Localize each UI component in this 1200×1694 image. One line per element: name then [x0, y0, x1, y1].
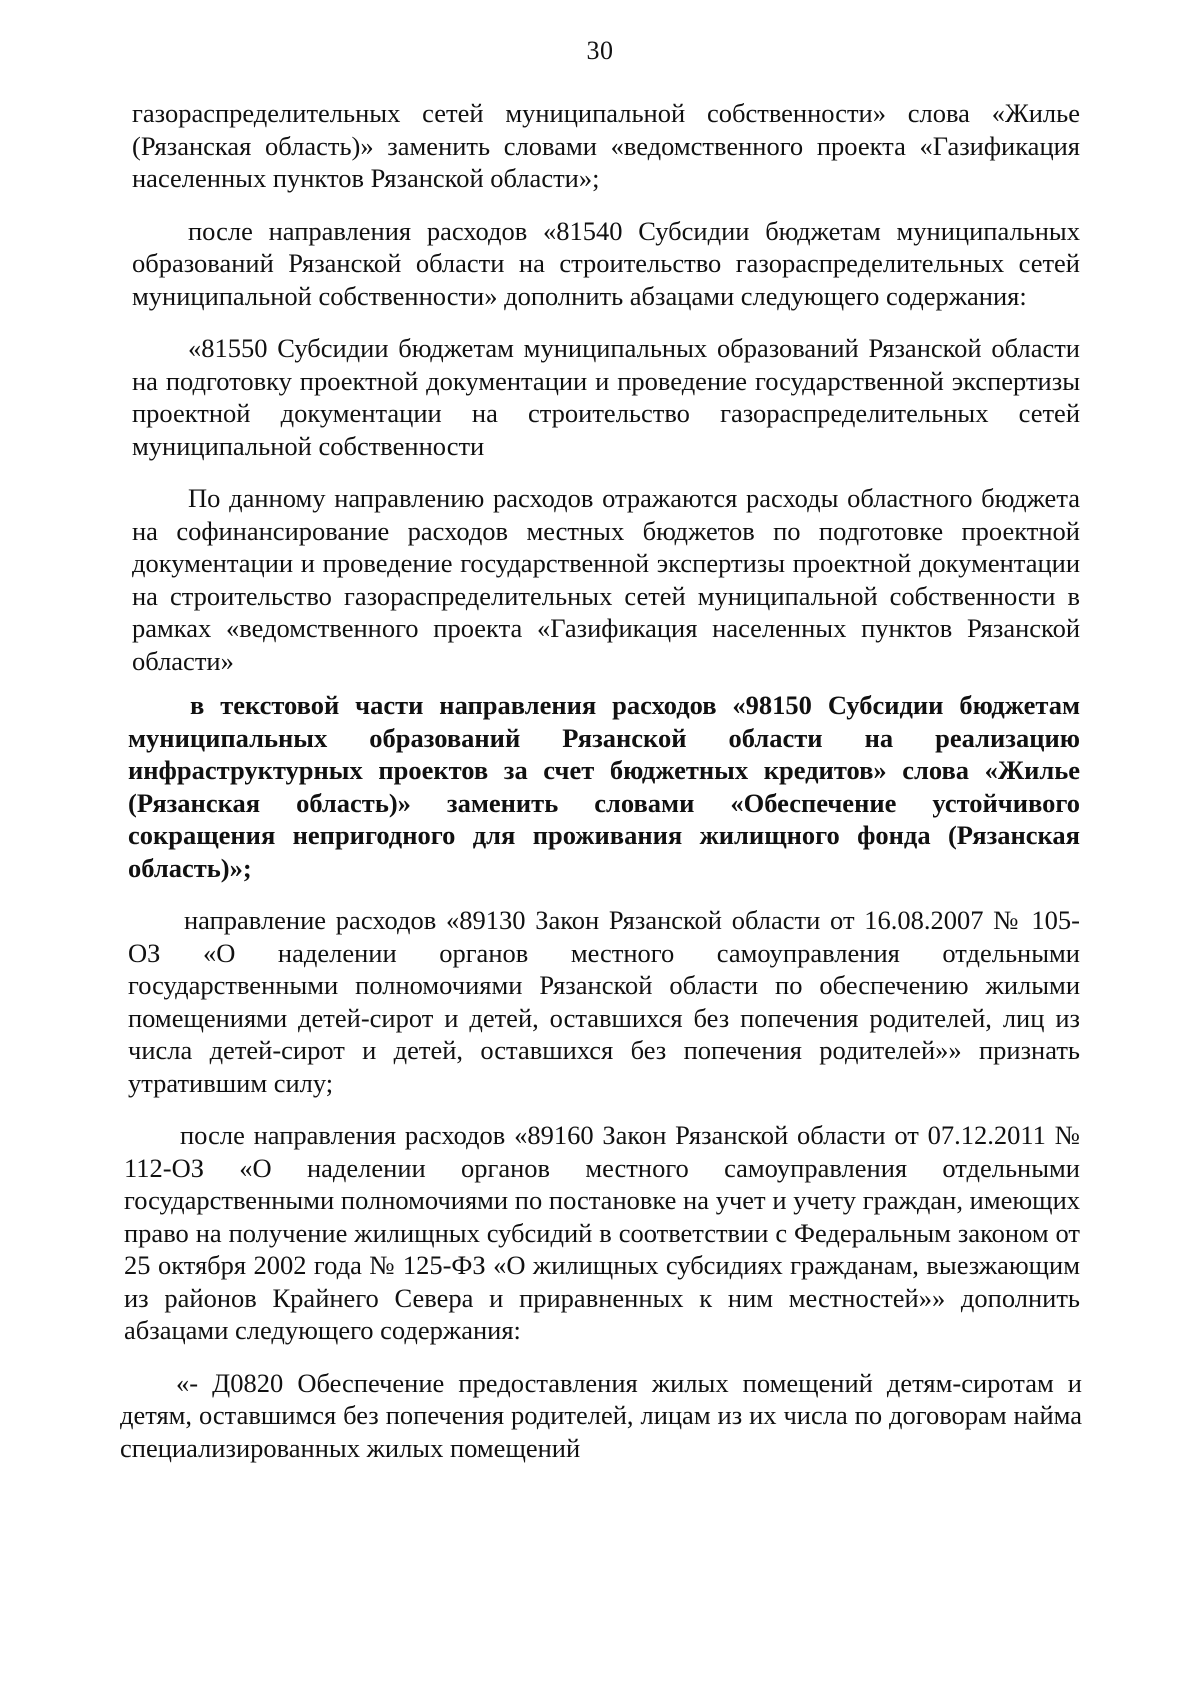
paragraph-7: после направления расходов «89160 Закон Рязанской области от 07.12.2011 № 112-ОЗ «О наделении органов местного самоуправления отдельными государственными полномочиями по постановке на учет и учету граждан, имеющих право на получение жилищных субсидий в соответствии с Федеральным законом от 25 октября 2002 года № 125-ФЗ «О жилищных субсидиях гражданам, выезжающим из районов Крайнего Севера и приравненных к ним местностей»» дополнить абзацами следующего содержания:: [124, 1120, 1080, 1345]
page-number: 30: [586, 36, 614, 65]
paragraph-5: в текстовой части направления расходов «98150 Субсидии бюджетам муниципальных образований Рязанской области на реализацию инфраструктурных проектов за счет бюджетных кредитов» слова «Жилье (Рязанская область)» заменить словами «Обеспечение устойчивого сокращения непригодного для проживания жилищного фонда (Рязанская область)»;: [128, 690, 1080, 883]
paragraph-3: «81550 Субсидии бюджетам муниципальных образований Рязанской области на подготовку проектной документации и проведение государственной экспертизы проектной документации на строительство газораспределительных сетей муниципальной собственности: [132, 333, 1080, 461]
paragraph-4: По данному направлению расходов отражаются расходы областного бюджета на софинансирование расходов местных бюджетов по подготовке проектной документации и проведение государственной экспертизы проектной документации на строительство газораспределительных сетей муниципальной собственности в рамках «ведомственного проекта «Газификация населенных пунктов Рязанской области»: [132, 483, 1080, 676]
paragraph-6: направление расходов «89130 Закон Рязанской области от 16.08.2007 № 105-ОЗ «О наделении органов местного самоуправления отдельными государственными полномочиями Рязанской области по обеспечению жилыми помещениями детей-сирот и детей, оставшихся без попечения родителей, лиц из числа детей-сирот и детей, оставшихся без попечения родителей»» признать утратившим силу;: [128, 905, 1080, 1098]
document-body: [120, 97, 1082, 1484]
paragraph-8: «- Д0820 Обеспечение предоставления жилых помещений детям-сиротам и детям, оставшимся без попечения родителей, лицам из их числа по договорам найма специализированных жилых помещений: [120, 1367, 1082, 1463]
paragraph-2: после направления расходов «81540 Субсидии бюджетам муниципальных образований Рязанской области на строительство газораспределительных сетей муниципальной собственности» дополнить абзацами следующего содержания:: [132, 215, 1080, 311]
paragraph-1: газораспределительных сетей муниципальной собственности» слова «Жилье (Рязанская область)» заменить словами «ведомственного проекта «Газификация населенных пунктов Рязанской области»;: [132, 98, 1080, 193]
